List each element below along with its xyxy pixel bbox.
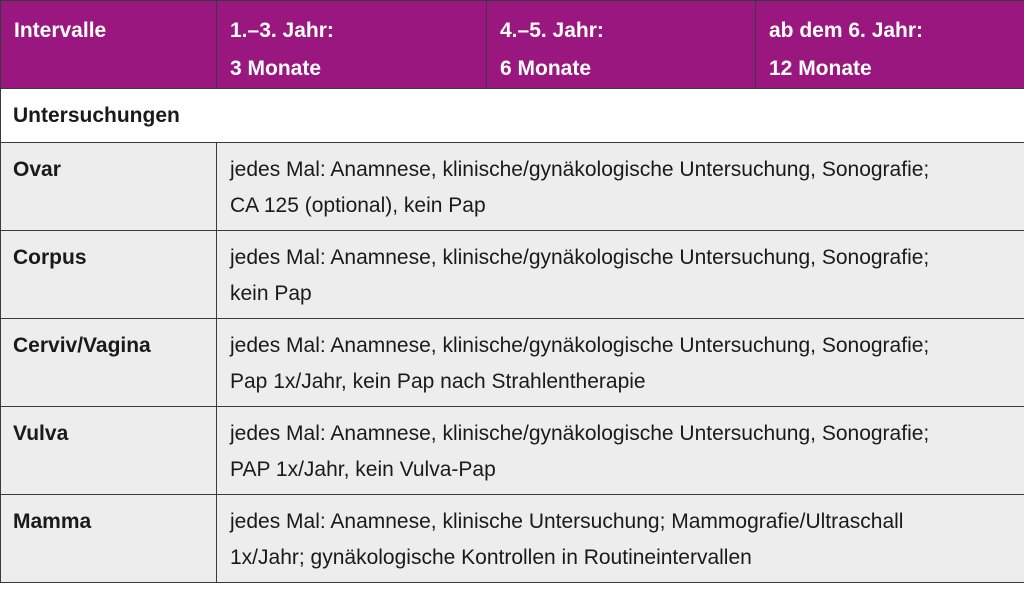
- section-title: Untersuchungen: [1, 89, 1024, 143]
- table-row: [1, 143, 1024, 231]
- header-year-6-plus-period: ab dem 6. Jahr:: [769, 19, 924, 42]
- header-year-4-5: [487, 1, 756, 89]
- row-description-line: jedes Mal: Anamnese, klinische/gynäkologische Untersuchung, Sonografie;: [230, 246, 930, 269]
- row-description: [217, 143, 1024, 231]
- row-label: Cerviv/Vagina: [1, 319, 217, 407]
- section-row: [1, 89, 1024, 143]
- row-label: Ovar: [1, 143, 217, 231]
- row-description-line: kein Pap: [230, 282, 312, 305]
- row-label: Corpus: [1, 231, 217, 319]
- table-row: [1, 231, 1024, 319]
- row-description: [217, 231, 1024, 319]
- header-year-4-5-interval: 6 Monate: [500, 57, 592, 80]
- row-description-line: jedes Mal: Anamnese, klinische/gynäkologische Untersuchung, Sonografie;: [230, 422, 930, 445]
- table-row: [1, 407, 1024, 495]
- row-description: [217, 319, 1024, 407]
- header-intervalle: Intervalle: [1, 1, 217, 89]
- row-description-line: CA 125 (optional), kein Pap: [230, 194, 486, 217]
- row-label: Vulva: [1, 407, 217, 495]
- row-label: Mamma: [1, 495, 217, 583]
- header-year-1-3-period: 1.–3. Jahr:: [230, 19, 334, 42]
- header-year-1-3: [217, 1, 487, 89]
- table-row: [1, 495, 1024, 583]
- header-year-1-3-interval: 3 Monate: [230, 57, 322, 80]
- row-description-line: jedes Mal: Anamnese, klinische/gynäkologische Untersuchung, Sonografie;: [230, 334, 930, 357]
- row-description-line: jedes Mal: Anamnese, klinische/gynäkologische Untersuchung, Sonografie;: [230, 158, 930, 181]
- table-body: [1, 89, 1024, 583]
- row-description-line: Pap 1x/Jahr, kein Pap nach Strahlentherapie: [230, 370, 646, 393]
- header-year-4-5-period: 4.–5. Jahr:: [500, 19, 604, 42]
- table-row: [1, 319, 1024, 407]
- table-header: [1, 1, 1024, 89]
- header-year-6-plus: [756, 1, 1024, 89]
- row-description: [217, 495, 1024, 583]
- header-year-6-plus-interval: 12 Monate: [769, 57, 872, 80]
- header-row: [1, 1, 1024, 89]
- row-description-line: 1x/Jahr; gynäkologische Kontrollen in Routineintervallen: [230, 546, 752, 569]
- row-description: [217, 407, 1024, 495]
- row-description-line: jedes Mal: Anamnese, klinische Untersuchung; Mammografie/Ultraschall: [230, 510, 904, 533]
- row-description-line: PAP 1x/Jahr, kein Vulva-Pap: [230, 458, 496, 481]
